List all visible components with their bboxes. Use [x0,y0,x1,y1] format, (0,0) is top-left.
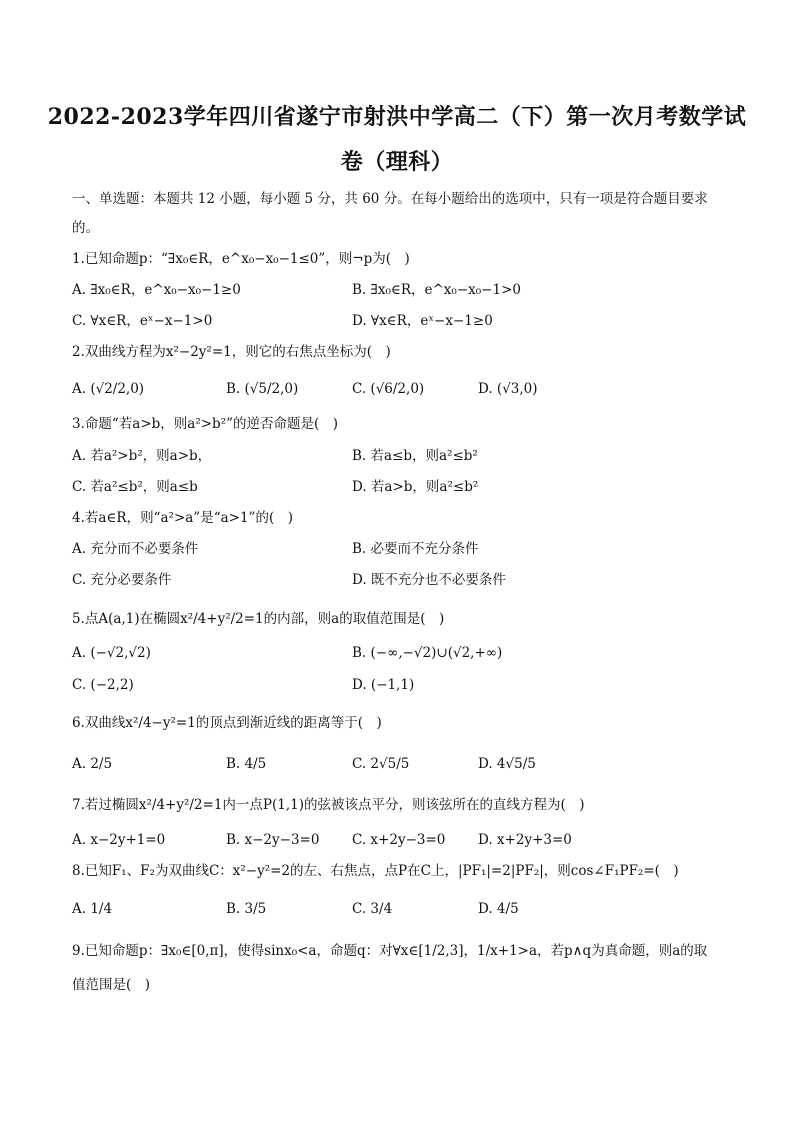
question-4-option-c: C. 充分必要条件 [72,572,172,588]
question-5-option-d: D. (−1,1) [352,677,415,693]
question-7-option-d: D. x+2y+3=0 [478,832,572,848]
question-8-option-a: A. 1/4 [72,901,113,917]
question-3-stem: 3.命题“若a>b，则a²>b²”的逆否命题是( ) [72,416,339,432]
page-title-line2: 卷（理科） [340,149,454,175]
question-5-stem: 5.点A(a,1)在椭圆x²/4+y²/2=1的内部，则a的取值范围是( ) [72,611,445,627]
question-3-option-b: B. 若a≤b，则a²≤b² [352,448,478,464]
question-8-option-c: C. 3/4 [352,901,393,917]
question-1-stem: 1.已知命题p：“∃x₀∈R，e^x₀−x₀−1≤0”，则¬p为( ) [72,251,410,267]
question-1-option-c: C. ∀x∈R，eˣ−x−1>0 [72,313,213,329]
question-7-option-a: A. x−2y+1=0 [72,832,166,848]
question-3-option-c: C. 若a²≤b²，则a≤b [72,479,198,495]
question-9-stem: 9.已知命题p：∃x₀∈[0,π]，使得sinx₀<a，命题q：对∀x∈[1/2,3]，1/x+1>a，若p∧q为真命题，则a的取 [72,943,708,959]
question-2-stem: 2.双曲线方程为x²−2y²=1，则它的右焦点坐标为( ) [72,344,391,360]
section-instructions-line2: 的。 [72,220,99,236]
question-6-stem: 6.双曲线x²/4−y²=1的顶点到渐近线的距离等于( ) [72,715,382,731]
question-1-option-d: D. ∀x∈R，eˣ−x−1≥0 [352,313,493,329]
page-title-line1: 2022-2023学年四川省遂宁市射洪中学高二（下）第一次月考数学试 [47,104,747,130]
question-2-option-c: C. (√6/2,0) [352,381,425,397]
question-8-option-d: D. 4/5 [478,901,519,917]
question-4-stem: 4.若a∈R，则“a²>a”是“a>1”的( ) [72,510,293,526]
question-2-option-d: D. (√3,0) [478,381,538,397]
question-1-option-b: B. ∃x₀∈R，e^x₀−x₀−1>0 [352,282,521,298]
question-3-option-a: A. 若a²>b²，则a>b， [72,448,212,464]
question-5-option-c: C. (−2,2) [72,677,134,693]
question-8-stem: 8.已知F₁、F₂为双曲线C：x²−y²=2的左、右焦点，点P在C上，|PF₁|=2|PF₂|，则cos∠F₁PF₂=( ) [72,863,679,879]
question-6-option-b: B. 4/5 [226,756,267,772]
question-3-option-d: D. 若a>b，则a²≤b² [352,479,479,495]
section-instructions-line1: 一、单选题：本题共 12 小题，每小题 5 分，共 60 分。在每小题给出的选项中，只有一项是符合题目要求 [72,191,708,207]
question-1-option-a: A. ∃x₀∈R，e^x₀−x₀−1≥0 [72,282,241,298]
question-7-option-b: B. x−2y−3=0 [226,832,320,848]
question-2-option-b: B. (√5/2,0) [226,381,299,397]
question-4-option-a: A. 充分而不必要条件 [72,541,199,557]
question-5-option-a: A. (−√2,√2) [72,645,151,661]
question-5-option-b: B. (−∞,−√2)∪(√2,+∞) [352,645,503,661]
question-8-option-b: B. 3/5 [226,901,267,917]
question-4-option-d: D. 既不充分也不必要条件 [352,572,506,588]
question-6-option-c: C. 2√5/5 [352,756,410,772]
question-9-stem-line2: 值范围是( ) [72,977,151,993]
question-7-stem: 7.若过椭圆x²/4+y²/2=1内一点P(1,1)的弦被该点平分，则该弦所在的直线方程为( ) [72,797,585,813]
question-7-option-c: C. x+2y−3=0 [352,832,446,848]
question-2-option-a: A. (√2/2,0) [72,381,145,397]
question-6-option-a: A. 2/5 [72,756,113,772]
question-6-option-d: D. 4√5/5 [478,756,536,772]
question-4-option-b: B. 必要而不充分条件 [352,541,479,557]
